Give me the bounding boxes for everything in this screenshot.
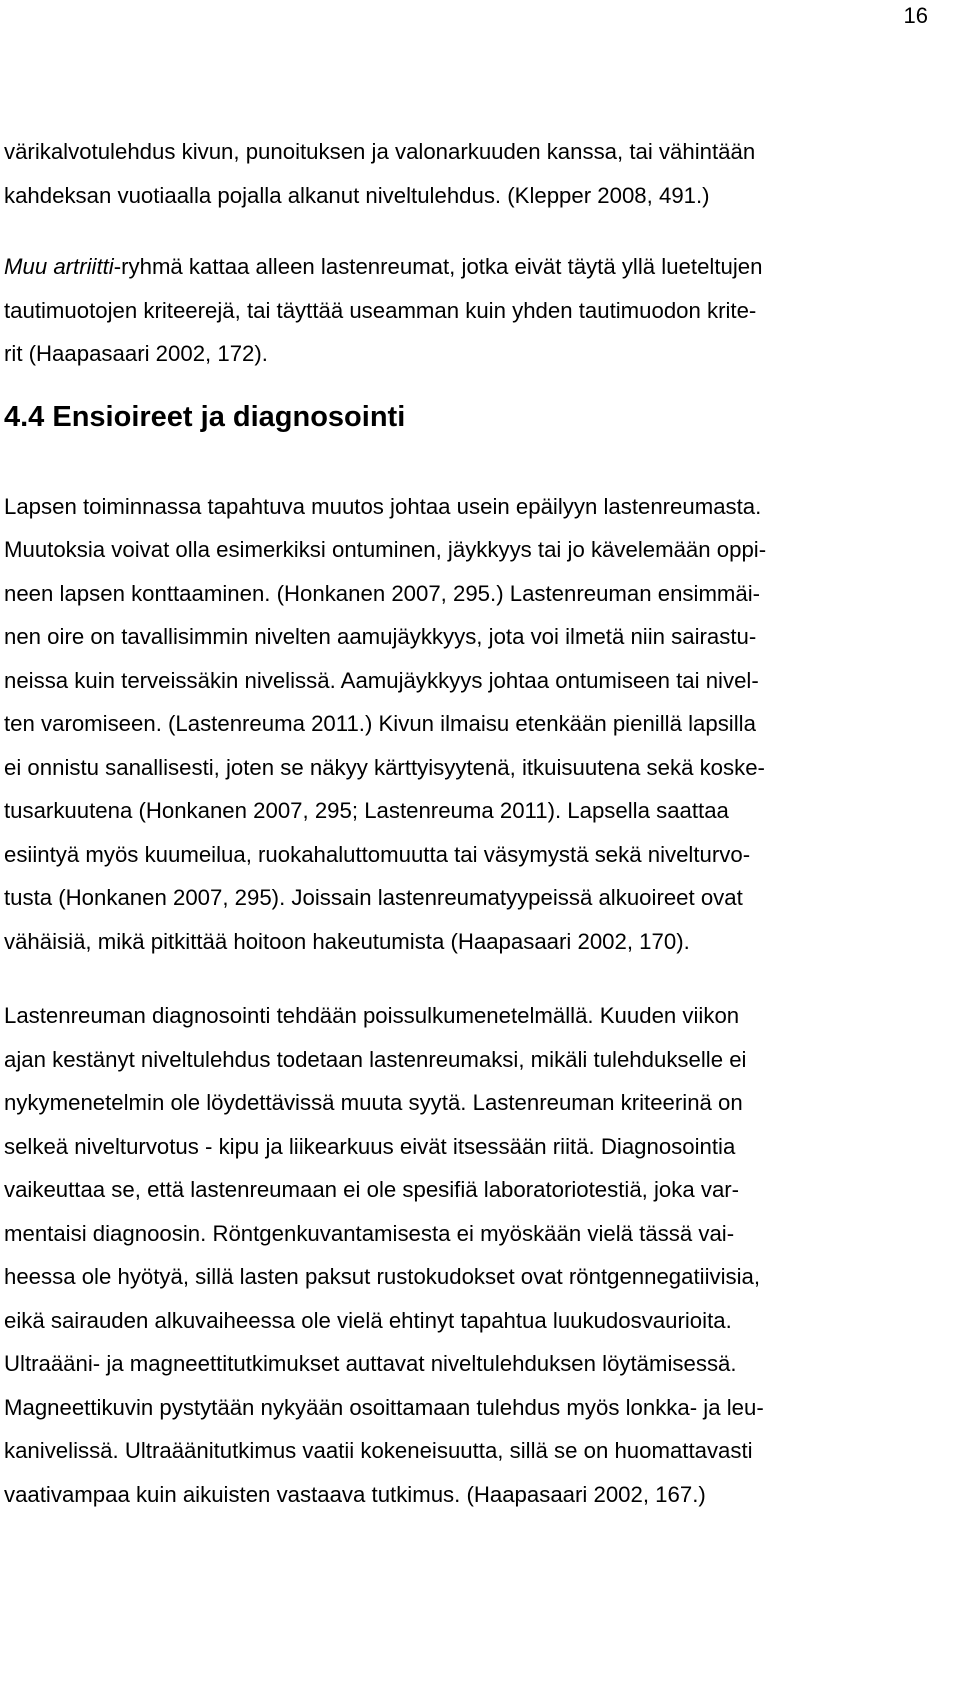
paragraph-2: [4, 245, 948, 376]
text-line: selkeä nivelturvotus - kipu ja liikearkuus eivät itsessään riitä. Diagnosointia: [4, 1133, 736, 1159]
text-line: neen lapsen konttaaminen. (Honkanen 2007, 295.) Lastenreuman ensimmäi-: [4, 580, 761, 606]
text-line: tusta (Honkanen 2007, 295). Joissain lastenreumatyypeissä alkuoireet ovat: [4, 885, 743, 910]
text-line: ten varomiseen. (Lastenreuma 2011.) Kivun ilmaisu etenkään pienillä lapsilla: [4, 711, 756, 736]
text-run: -ryhmä kattaa alleen lastenreumat, jotka eivät täytä yllä lueteltujen: [113, 254, 763, 279]
text-line: nykymenetelmin ole löydettävissä muuta syytä. Lastenreuman kriteerinä on: [4, 1090, 743, 1115]
text-line: ajan kestänyt niveltulehdus todetaan lastenreumaksi, mikäli tulehdukselle ei: [4, 1046, 747, 1072]
section-heading: 4.4 Ensioireet ja diagnosointi: [4, 400, 406, 433]
heading-spacer: [4, 437, 948, 485]
text-line: vähäisiä, mikä pitkittää hoitoon hakeutumista (Haapasaari 2002, 170).: [4, 928, 690, 954]
text-line: värikalvotulehdus kivun, punoituksen ja valonarkuuden kanssa, tai vähintään: [4, 139, 756, 164]
text-line: kanivelissä. Ultraäänitutkimus vaatii kokeneisuutta, sillä se on huomattavasti: [4, 1438, 753, 1463]
paragraph-spacer: [4, 217, 948, 245]
paragraph-spacer: [4, 963, 948, 994]
text-line: ei onnistu sanallisesti, joten se näkyy kärttyisyytenä, itkuisuutena sekä koske-: [4, 754, 765, 780]
text-line: Ultraääni- ja magneettitutkimukset auttavat niveltulehduksen löytämisessä.: [4, 1351, 737, 1376]
text-line: heessa ole hyötyä, sillä lasten paksut rustokudokset ovat röntgennegatiivisia,: [4, 1264, 761, 1289]
text-line: Lapsen toiminnassa tapahtuva muutos johtaa usein epäilyyn lastenreumasta.: [4, 493, 762, 519]
document-body: [4, 130, 948, 1516]
text-line: eikä sairauden alkuvaiheessa ole vielä ehtinyt tapahtua luukudosvaurioita.: [4, 1307, 732, 1333]
text-line: vaativampaa kuin aikuisten vastaava tutkimus. (Haapasaari 2002, 167.): [4, 1481, 706, 1507]
paragraph-1: [4, 130, 948, 217]
text-line: Muutoksia voivat olla esimerkiksi ontuminen, jäykkyys tai jo kävelemään oppi-: [4, 537, 767, 562]
italic-term: Muu artriitti: [4, 254, 114, 279]
text-line: tautimuotojen kriteerejä, tai täyttää useamman kuin yhden tautimuodon krite-: [4, 297, 757, 323]
text-line: rit (Haapasaari 2002, 172).: [4, 341, 268, 366]
paragraph-4: [4, 994, 948, 1516]
text-line: tusarkuutena (Honkanen 2007, 295; Lastenreuma 2011). Lapsella saattaa: [4, 798, 729, 823]
text-line: vaikeuttaa se, että lastenreumaan ei ole spesifiä laboratoriotestiä, joka var-: [4, 1177, 740, 1202]
text-line: neissa kuin terveissäkin nivelissä. Aamujäykkyys johtaa ontumiseen tai nivel-: [4, 667, 759, 693]
text-line: esiintyä myös kuumeilua, ruokahaluttomuutta tai väsymystä sekä nivelturvo-: [4, 841, 751, 867]
text-line: nen oire on tavallisimmin nivelten aamujäykkyys, jota voi ilmetä niin sairastu-: [4, 624, 757, 649]
text-line: mentaisi diagnoosin. Röntgenkuvantamisesta ei myöskään vielä tässä vai-: [4, 1220, 735, 1246]
page-number: 16: [903, 3, 928, 28]
text-line: [4, 245, 948, 289]
text-line: Magneettikuvin pystytään nykyään osoittamaan tulehdus myös lonkka- ja leu-: [4, 1394, 764, 1420]
text-line: Lastenreuman diagnosointi tehdään poissulkumenetelmällä. Kuuden viikon: [4, 1003, 740, 1028]
text-line: kahdeksan vuotiaalla pojalla alkanut niveltulehdus. (Klepper 2008, 491.): [4, 182, 710, 208]
paragraph-3: [4, 485, 948, 964]
